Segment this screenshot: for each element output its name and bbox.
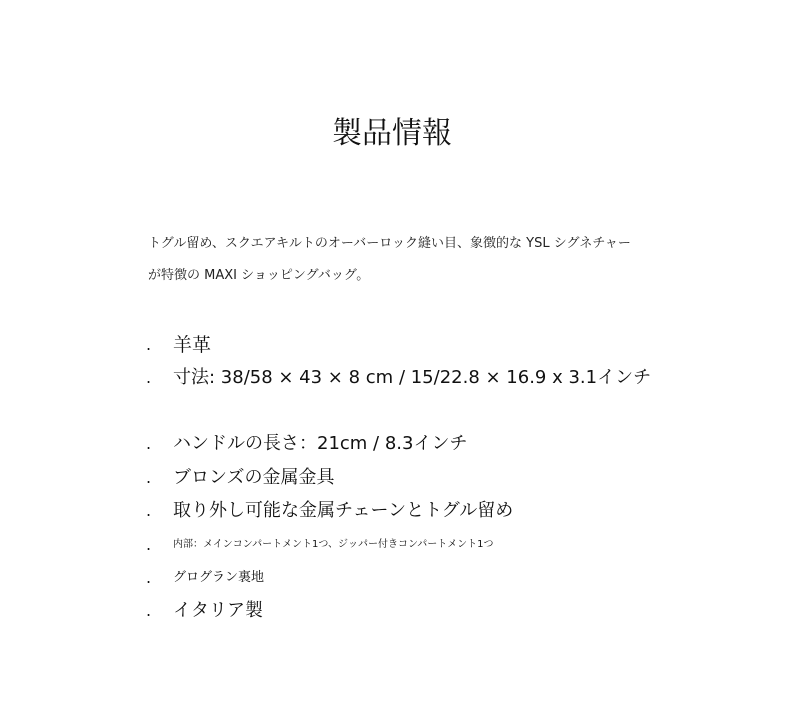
spec-item-chain xyxy=(146,498,513,524)
spec-text: イタリア製 xyxy=(173,600,263,621)
bullet-icon: . xyxy=(146,434,152,453)
spec-item-dimensions xyxy=(146,365,651,391)
spec-item-hardware xyxy=(146,465,334,491)
spec-item-origin xyxy=(146,598,263,624)
spec-item-handle-length xyxy=(146,431,467,457)
spec-text: ハンドルの長さ：21cm / 8.3インチ xyxy=(173,433,468,454)
page-title: 製品情報 xyxy=(332,116,452,152)
spec-text: 寸法: 38/58 × 43 × 8 cm / 15/22.8 × 16.9 x 3.1インチ xyxy=(173,367,652,388)
spec-item-lining xyxy=(146,565,264,591)
spec-text: 内部：メインコンパートメント1つ、ジッパー付きコンパートメント1つ xyxy=(173,539,494,550)
product-description xyxy=(148,228,648,292)
description-line-2: が特徴の MAXI ショッピングバッグ。 xyxy=(148,268,370,283)
bullet-icon: . xyxy=(146,601,152,620)
bullet-icon: . xyxy=(146,568,152,587)
spec-item-material xyxy=(146,332,211,358)
spec-text: 羊革 xyxy=(173,334,212,356)
spec-text: ブロンズの金属金具 xyxy=(173,467,335,488)
bullet-icon: . xyxy=(146,468,152,487)
bullet-icon: . xyxy=(146,535,152,554)
spec-item-interior xyxy=(146,532,494,558)
bullet-icon: . xyxy=(146,368,152,387)
spec-text: 取り外し可能な金属チェーンとトグル留め xyxy=(173,500,514,521)
bullet-icon: . xyxy=(146,335,152,354)
bullet-icon: . xyxy=(146,501,152,520)
spec-text: グログラン裏地 xyxy=(173,570,265,585)
description-line-1: トグル留め、スクエアキルトのオーバーロック縫い目、象徴的な YSL シグネチャー xyxy=(148,236,631,251)
